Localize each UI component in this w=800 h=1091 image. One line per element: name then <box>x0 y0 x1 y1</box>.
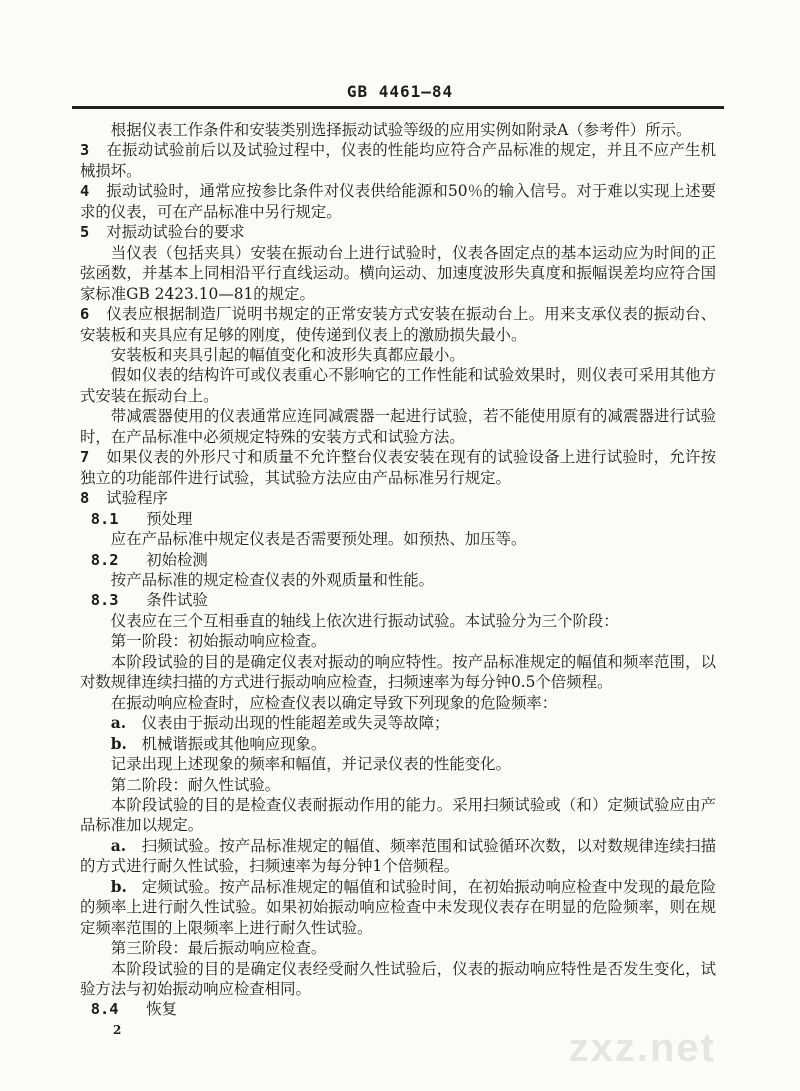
clause-number: 8 <box>80 489 90 508</box>
clause-number: 6 <box>80 305 90 324</box>
list-item-b <box>80 877 716 938</box>
paragraph: 第三阶段：最后振动响应检查。 <box>110 939 327 958</box>
clause-5 <box>80 222 716 242</box>
paragraph: 假如仪表的结构许可或仪表重心不影响它的工作性能和试验效果时，则仪表可采用其他方式安装在振动台上。 <box>80 366 716 405</box>
clause-7 <box>80 447 716 488</box>
clause-text: 振动试验时，通常应按参比条件对仪表供给能源和50％的输入信号。对于难以实现上述要求的仪表，可在产品标准中另行规定。 <box>80 182 716 221</box>
paragraph: 仪表应在三个互相垂直的轴线上依次进行振动试验。本试验分为三个阶段： <box>110 611 619 630</box>
clause-text: 在振动试验前后以及试验过程中，仪表的性能均应符合产品标准的规定，并且不应产生机械损坏。 <box>80 141 716 180</box>
clause-number: 5 <box>80 223 90 242</box>
section-title: 预处理 <box>146 509 193 528</box>
section-8-2 <box>80 550 716 570</box>
paragraph: 第二阶段：耐久性试验。 <box>110 775 281 794</box>
list-item-a <box>80 836 716 877</box>
clause-text: 试验程序 <box>106 489 168 508</box>
section-title: 条件试验 <box>146 591 208 610</box>
item-marker: a. <box>110 714 127 733</box>
paragraph: 安装板和夹具引起的幅值变化和波形失真都应最小。 <box>110 345 465 364</box>
section-number: 8.1 <box>90 509 119 528</box>
section-number: 8.4 <box>90 1000 119 1019</box>
paragraph: 根据仪表工作条件和安装类别选择振动试验等级的应用实例如附录A（参考件）所示。 <box>110 121 692 139</box>
clause-number: 3 <box>80 141 90 160</box>
clause-number: 4 <box>80 182 90 201</box>
paragraph: 带减震器使用的仪表通常应连同减震器一起进行试验，若不能使用原有的减震器进行试验时，在产品标准中必须规定特殊的安装方式和试验方法。 <box>80 407 716 446</box>
clause-8 <box>80 488 716 508</box>
section-8-4 <box>80 999 716 1019</box>
section-number: 8.3 <box>90 591 119 610</box>
paragraph: 本阶段试验的目的是检查仪表耐振动作用的能力。采用扫频试验或（和）定频试验应由产品标准加以规定。 <box>80 795 716 835</box>
document-header: GB 4461—84 <box>346 82 454 101</box>
page-number: 2 <box>113 1022 122 1037</box>
item-marker: b. <box>110 877 127 896</box>
paragraph: 在振动响应检查时，应检查仪表以确定导致下列现象的危险频率： <box>110 693 558 712</box>
clause-4 <box>80 181 716 222</box>
section-title: 初始检测 <box>146 550 208 569</box>
paragraph: 记录出现上述现象的频率和幅值，并记录仪表的性能变化。 <box>110 755 511 774</box>
item-marker: b. <box>110 734 127 753</box>
list-item-b <box>80 734 716 754</box>
document-body <box>80 120 716 1070</box>
paragraph: 第一阶段：初始振动响应检查。 <box>110 632 327 651</box>
clause-number: 7 <box>80 448 90 467</box>
clause-6 <box>80 304 716 345</box>
section-number: 8.2 <box>90 550 119 569</box>
list-item-a <box>80 713 716 733</box>
item-text: 扫频试验。按产品标准规定的幅值、频率范围和试验循环次数，以对数规律连续扫描的方式进行耐久性试验，扫频速率为每分钟1个倍频程。 <box>80 836 716 876</box>
clause-text: 对振动试验台的要求 <box>106 223 245 242</box>
watermark: zxz.net <box>568 1025 716 1070</box>
item-marker: a. <box>110 836 127 855</box>
section-title: 恢复 <box>146 1000 177 1019</box>
header-rule <box>72 106 724 109</box>
clause-text: 仪表应根据制造厂说明书规定的正常安装方式安装在振动台上。用来支承仪表的振动台、安装板和夹具应有足够的刚度，使传递到仪表上的激励损失最小。 <box>80 305 716 344</box>
section-8-3 <box>80 590 716 610</box>
item-text: 仪表由于振动出现的性能超差或失灵等故障； <box>141 714 450 733</box>
paragraph: 按产品标准的规定检查仪表的外观质量和性能。 <box>110 570 435 589</box>
clause-3 <box>80 140 716 181</box>
paragraph: 当仪表（包括夹具）安装在振动台上进行试验时，仪表各固定点的基本运动应为时间的正弦函数，并基本上同相沿平行直线运动。横向运动、加速度波形失真度和振幅误差均应符合国家标准GB 2423.10—81的规定。 <box>80 243 716 303</box>
item-text: 定频试验。按产品标准规定的幅值和试验时间，在初始振动响应检查中发现的最危险的频率上进行耐久性试验。如果初始振动响应检查中未发现仪表存在明显的危险频率，则在规定频率范围的上限频率上进行耐久性试验。 <box>80 877 716 937</box>
paragraph: 本阶段试验的目的是确定仪表对振动的响应特性。按产品标准规定的幅值和频率范围，以对数规律连续扫描的方式进行振动响应检查，扫频速率为每分钟0.5个倍频程。 <box>80 652 716 692</box>
section-8-1 <box>80 509 716 529</box>
item-text: 机械谐振或其他响应现象。 <box>141 734 327 753</box>
clause-text: 如果仪表的外形尺寸和质量不允许整台仪表安装在现有的试验设备上进行试验时，允许按独立的功能部件进行试验，其试验方法应由产品标准另行规定。 <box>80 448 716 487</box>
paragraph: 应在产品标准中规定仪表是否需要预处理。如预热、加压等。 <box>110 530 527 549</box>
page-footer <box>80 1022 716 1070</box>
paragraph: 本阶段试验的目的是确定仪表经受耐久性试验后，仪表的振动响应特性是否发生变化，试验方法与初始振动响应检查相同。 <box>80 959 716 999</box>
